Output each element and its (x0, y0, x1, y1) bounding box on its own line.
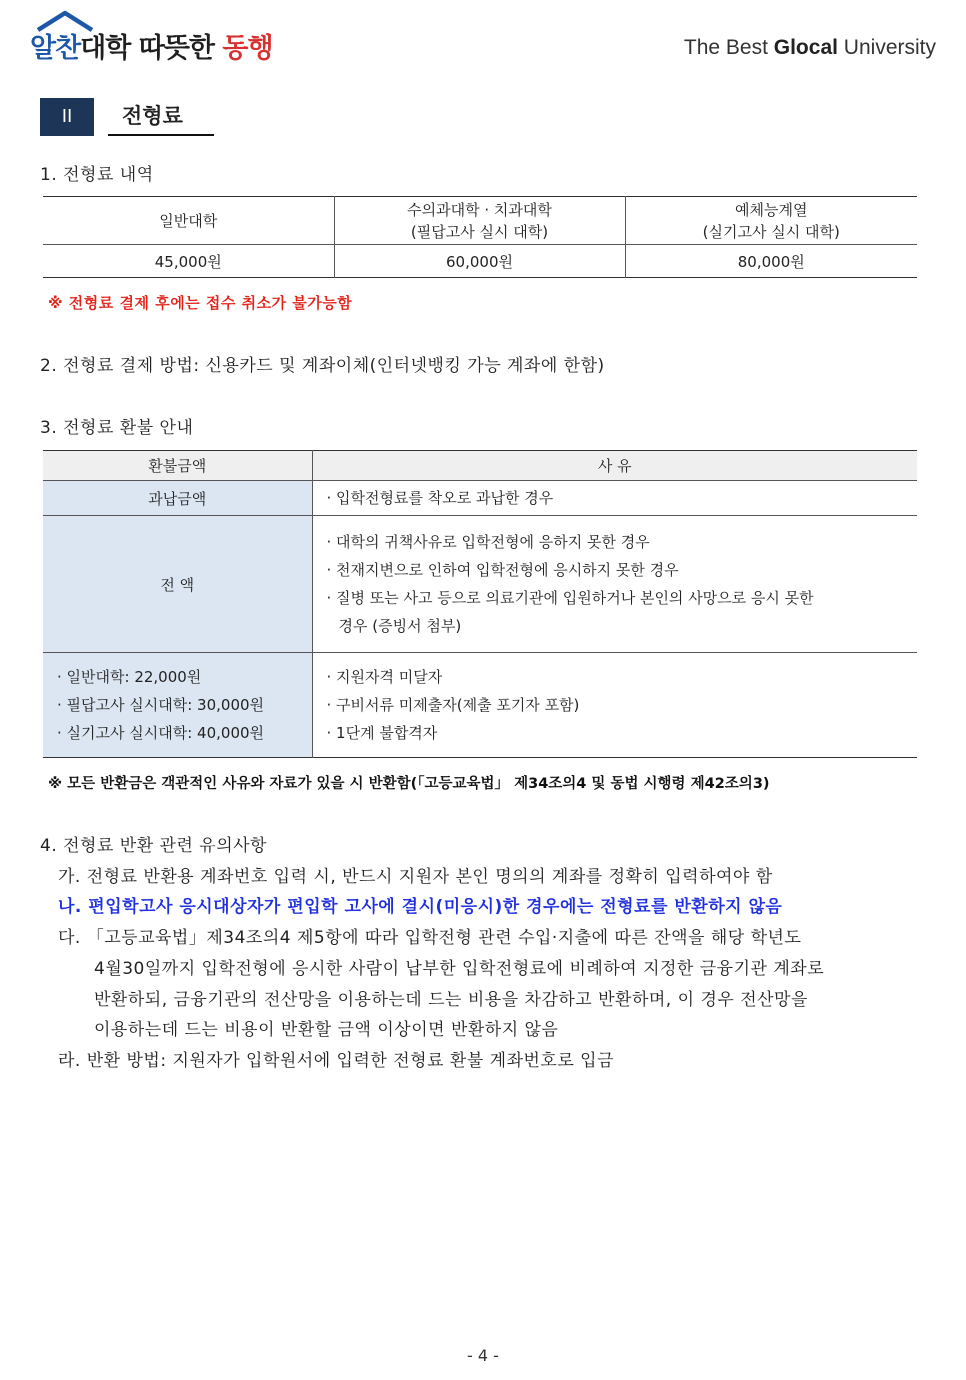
table-row (43, 245, 917, 278)
table-row (43, 653, 917, 758)
fee-value-general: 45,000원 (154, 252, 222, 271)
notice-item-da-cont: 4월30일까지 입학전형에 응시한 사람이 납부한 입학전형료에 비례하여 지정한 금융기관 계좌로 (94, 959, 825, 979)
section-title: 전형료 (108, 98, 214, 136)
refund-amount: 과납금액 (43, 481, 312, 516)
notice-item-da-cont: 반환하되, 금융기관의 전산망을 이용하는데 드는 비용을 차감하고 반환하며, 이 경우 전산망을 (94, 990, 808, 1010)
logo-wordmark: 알찬대학 따뜻한 동행 (30, 33, 273, 64)
university-logo (30, 10, 310, 70)
refund-heading: 3. 전형료 환불 안내 (40, 418, 194, 438)
fee-heading: 1. 전형료 내역 (40, 165, 154, 185)
table-row (43, 516, 917, 653)
payment-heading: 2. 전형료 결제 방법: 신용카드 및 계좌이체(인터넷뱅킹 가능 계좌에 한함) (40, 356, 605, 376)
refund-amount: · 일반대학: 22,000원 · 필답고사 실시대학: 30,000원 · 실기고사 실시대학: 40,000원 (43, 653, 312, 758)
tagline: The Best Glocal University (683, 36, 936, 59)
table-row (43, 481, 917, 516)
refund-note: ※ 모든 반환금은 객관적인 사유와 자료가 있을 시 반환함(「고등교육법」 제34조의4 및 동법 시행령 제42조의3) (48, 776, 770, 792)
fee-value-written: 60,000원 (334, 245, 625, 278)
notice-item-na: 나. 편입학고사 응시대상자가 편입학 고사에 결시(미응시)한 경우에는 전형료를 반환하지 않음 (58, 897, 783, 917)
refund-amount: 전 액 (43, 516, 312, 653)
notice-item-ga: 가. 전형료 반환용 계좌번호 입력 시, 반드시 지원자 본인 명의의 계좌를 정확히 입력하여야 함 (58, 867, 773, 887)
page-header (0, 0, 966, 80)
fee-cancel-note: ※ 전형료 결제 후에는 접수 취소가 불가능함 (48, 294, 353, 312)
refund-reason: · 대학의 귀책사유로 입학전형에 응하지 못한 경우 · 천재지변으로 인하여 입학전형에 응시하지 못한 경우 · 질병 또는 사고 등으로 의료기관에 입원하거나 본인의 사망으로 응시 못한 경우 (증빙서 첨부) (312, 516, 917, 653)
fee-col-general: 일반대학 (43, 197, 334, 245)
section-number: II (40, 98, 94, 136)
refund-reason: · 입학전형료를 착오로 과납한 경우 (312, 481, 917, 516)
fee-col-arts: 예체능계열 (실기고사 실시 대학) (625, 197, 917, 245)
notice-heading: 4. 전형료 반환 관련 유의사항 (40, 836, 267, 856)
refund-table (43, 450, 917, 758)
refund-reason: · 지원자격 미달자 · 구비서류 미제출자(제출 포기자 포함) · 1단계 불합격자 (312, 653, 917, 758)
fee-value-arts: 80,000원 (625, 245, 917, 278)
table-row (43, 197, 917, 245)
table-row (43, 451, 917, 481)
notice-item-da-cont: 이용하는데 드는 비용이 반환할 금액 이상이면 반환하지 않음 (94, 1020, 559, 1040)
notice-item-da: 다. 「고등교육법」제34조의4 제5항에 따라 입학전형 관련 수입·지출에 따른 잔액을 해당 학년도 (58, 928, 802, 948)
notice-item-ra: 라. 반환 방법: 지원자가 입학원서에 입력한 전형료 환불 계좌번호로 입금 (58, 1051, 615, 1071)
fee-col-written: 수의과대학 · 치과대학 (필답고사 실시 대학) (334, 197, 625, 245)
refund-col-reason: 사 유 (312, 451, 917, 481)
page-number: - 4 - (467, 1346, 499, 1365)
refund-col-amount: 환불금액 (43, 451, 312, 481)
fee-table (43, 196, 917, 278)
